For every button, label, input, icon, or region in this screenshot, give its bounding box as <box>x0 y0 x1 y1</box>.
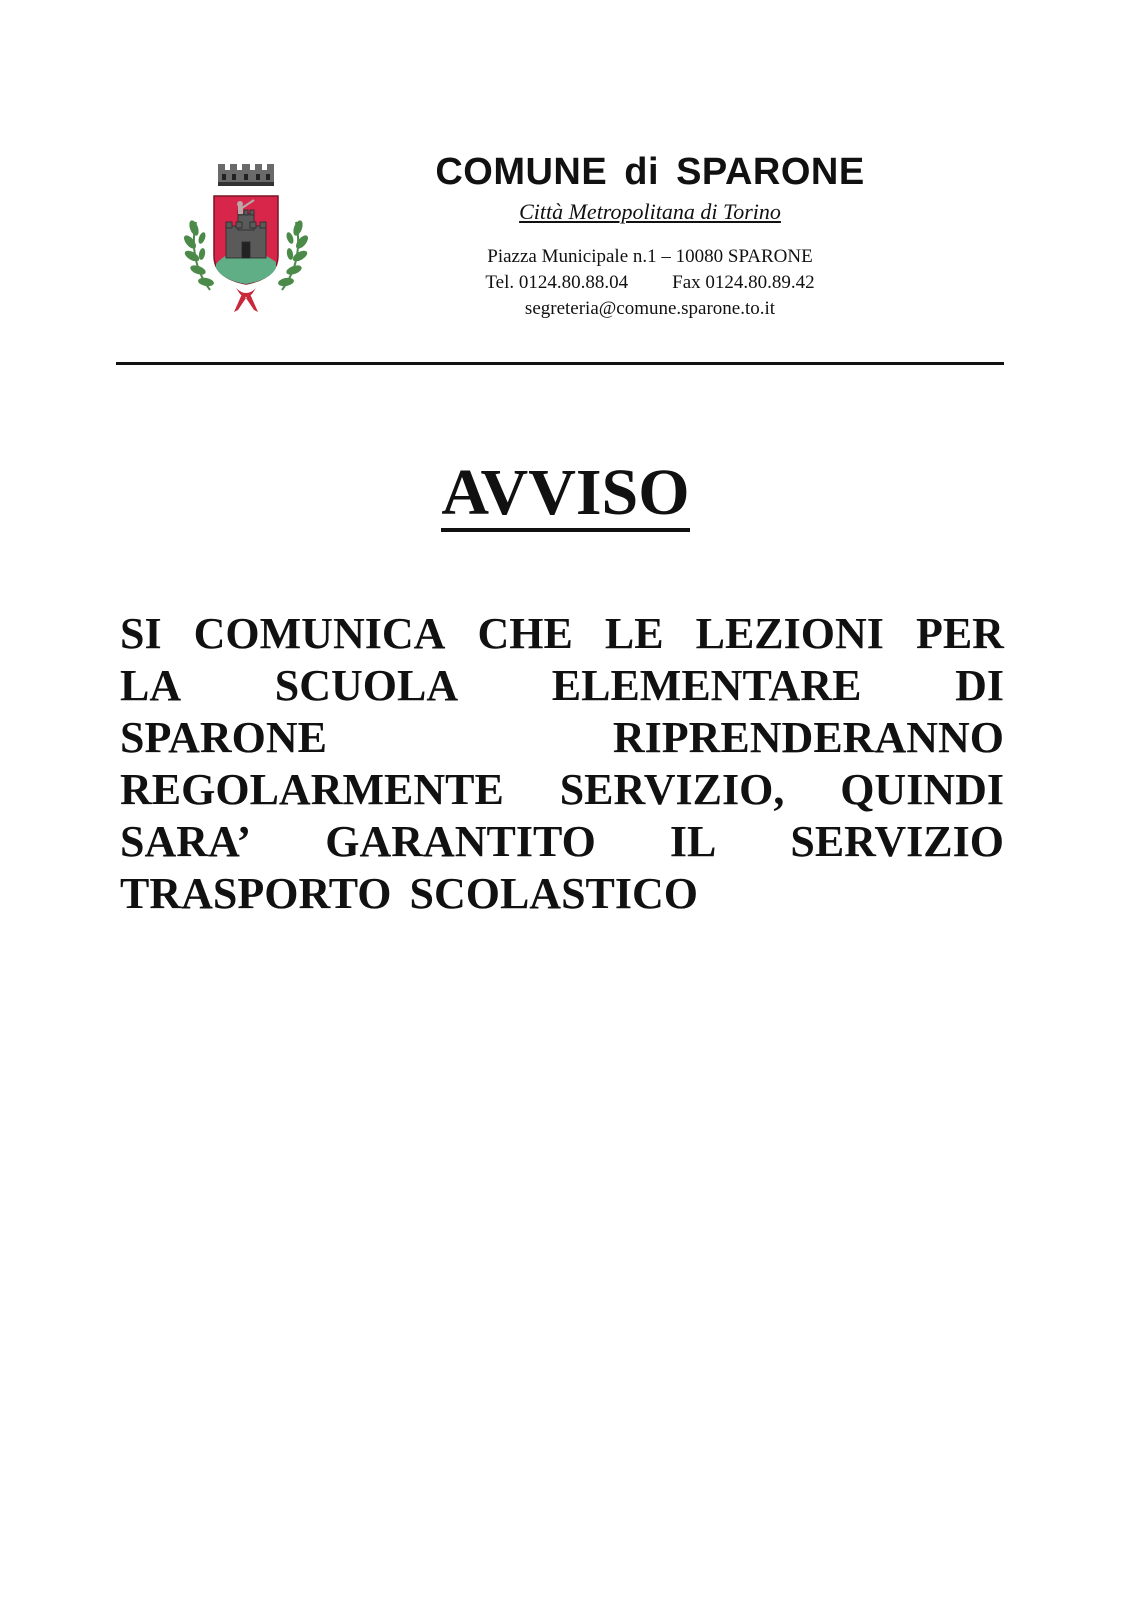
notice-word: ELEMENTARE <box>551 661 862 710</box>
notice-word: COMUNICA <box>193 609 446 658</box>
address-line: Piazza Municipale n.1 – 10080 SPARONE <box>487 246 813 267</box>
contact-block <box>400 244 900 322</box>
email-address: segreteria@comune.sparone.to.it <box>524 298 776 319</box>
notice-word: IL <box>669 817 717 866</box>
header-divider <box>116 362 1004 365</box>
notice-word: REGOLARMENTE <box>120 765 504 814</box>
municipal-coat-of-arms-icon <box>180 160 312 316</box>
notice-body <box>120 608 1004 920</box>
phone-number: Tel. 0124.80.88.04 <box>485 272 629 293</box>
notice-line <box>120 868 1004 920</box>
notice-word: RIPRENDERANNO <box>612 713 1004 762</box>
notice-word: DI <box>955 661 1004 710</box>
laurel-branch-left-icon <box>182 219 215 290</box>
ribbon-icon <box>234 288 258 312</box>
notice-word: SARA’ <box>120 817 252 866</box>
laurel-branch-right-icon <box>277 219 310 290</box>
notice-word: QUINDI <box>840 765 1004 814</box>
notice-word: SCUOLA <box>274 661 459 710</box>
notice-word: GARANTITO <box>325 817 596 866</box>
notice-line <box>120 608 1004 660</box>
notice-word: SCOLASTICO <box>409 869 699 918</box>
notice-word: SERVIZIO <box>790 817 1004 866</box>
phone-fax-line <box>400 270 900 296</box>
notice-word: PER <box>915 609 1004 658</box>
notice-word: LE <box>604 609 664 658</box>
letterhead <box>400 150 900 322</box>
crown-icon <box>218 164 274 186</box>
notice-line <box>120 660 1004 712</box>
notice-line <box>120 764 1004 816</box>
notice-word: SI <box>120 609 162 658</box>
fax-number: Fax 0124.80.89.42 <box>672 272 815 293</box>
organization-name: COMUNE di SPARONE <box>435 151 865 193</box>
notice-word: SERVIZIO, <box>559 765 785 814</box>
notice-line <box>120 712 1004 764</box>
notice-word: SPARONE <box>120 713 327 762</box>
notice-line <box>120 816 1004 868</box>
notice-title-text: AVVISO <box>441 460 689 532</box>
notice-word: LA <box>120 661 182 710</box>
notice-word: LEZIONI <box>695 609 884 658</box>
notice-title <box>0 455 1131 532</box>
organization-subtitle: Città Metropolitana di Torino <box>519 199 781 224</box>
notice-word: CHE <box>477 609 573 658</box>
notice-word: TRASPORTO <box>120 869 392 918</box>
